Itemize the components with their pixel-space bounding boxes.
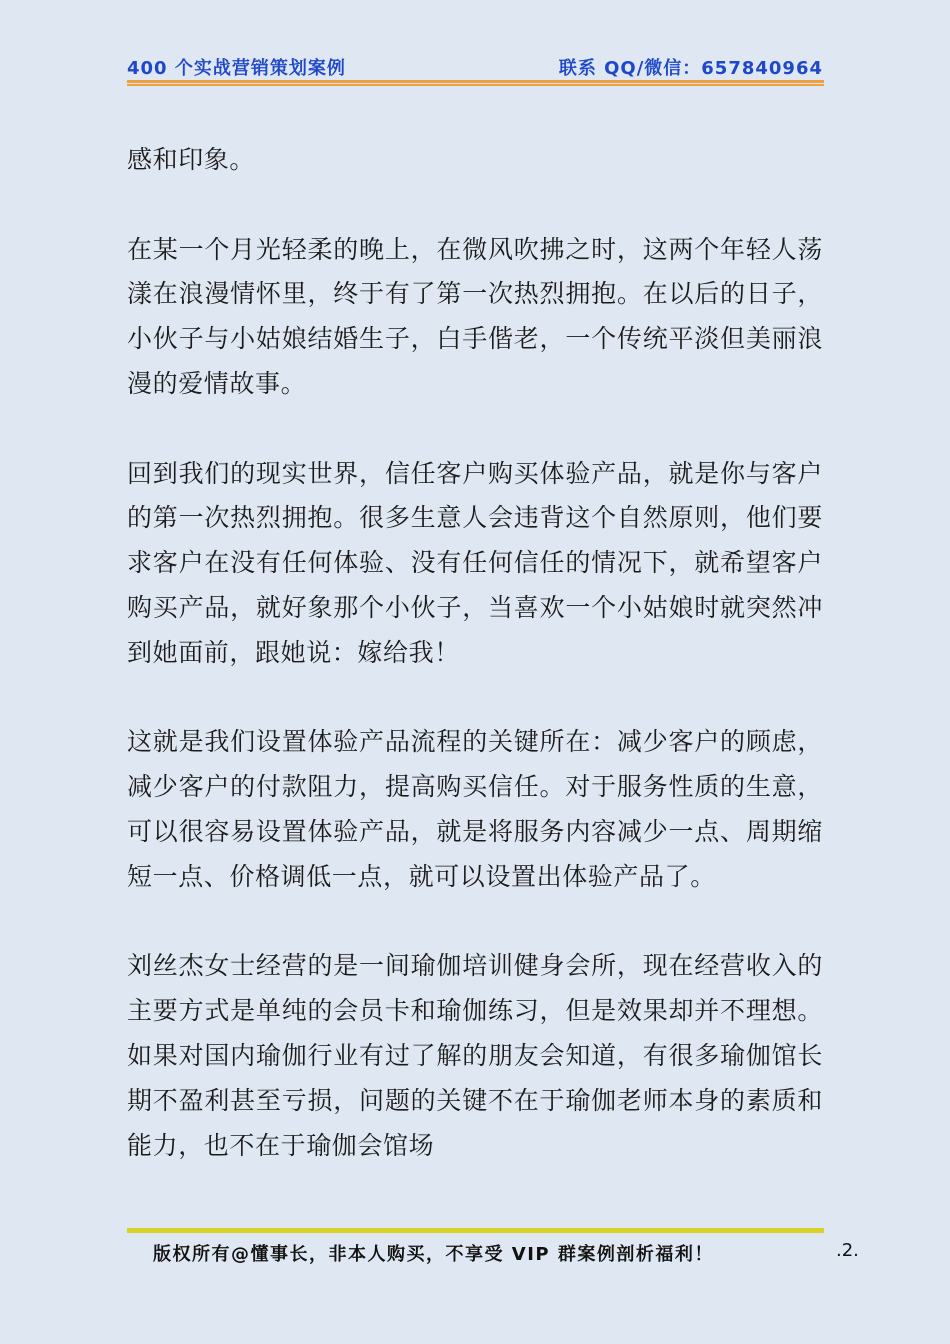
paragraph: 这就是我们设置体验产品流程的关键所在：减少客户的顾虑，减少客户的付款阻力，提高购买信任。对于服务性质的生意，可以很容易设置体验产品，就是将服务内容减少一点、周期缩短一点、价格调低一点，就可以设置出体验产品了。 (127, 727, 823, 891)
page-number: .2. (836, 1240, 859, 1261)
paragraph: 回到我们的现实世界，信任客户购买体验产品，就是你与客户的第一次热烈拥抱。很多生意人会违背这个自然原则，他们要求客户在没有任何体验、没有任何信任的情况下，就希望客户购买产品，就好象那个小伙子，当喜欢一个小姑娘时就突然冲到她面前，跟她说：嫁给我！ (127, 458, 823, 667)
paragraph: 在某一个月光轻柔的晚上，在微风吹拂之时，这两个年轻人荡漾在浪漫情怀里，终于有了第一次热烈拥抱。在以后的日子，小伙子与小姑娘结婚生子，白手偕老，一个传统平淡但美丽浪漫的爱情故事。 (127, 234, 823, 398)
page-header (127, 52, 823, 82)
header-contact: 联系 QQ/微信：657840964 (558, 58, 823, 79)
header-divider (127, 80, 824, 83)
header-title: 400 个实战营销策划案例 (127, 58, 346, 79)
header-divider-secondary (127, 84, 824, 86)
paragraph: 感和印象。 (127, 145, 256, 174)
footer-copyright: 版权所有@懂事长，非本人购买，不享受 VIP 群案例剖析福利！ (153, 1244, 714, 1265)
document-body (127, 138, 823, 1168)
footer-divider (127, 1228, 824, 1233)
paragraph: 刘丝杰女士经营的是一间瑜伽培训健身会所，现在经营收入的主要方式是单纯的会员卡和瑜伽练习，但是效果却并不理想。如果对国内瑜伽行业有过了解的朋友会知道，有很多瑜伽馆长期不盈利甚至亏损，问题的关键不在于瑜伽老师本身的素质和能力，也不在于瑜伽会馆场 (127, 951, 823, 1160)
